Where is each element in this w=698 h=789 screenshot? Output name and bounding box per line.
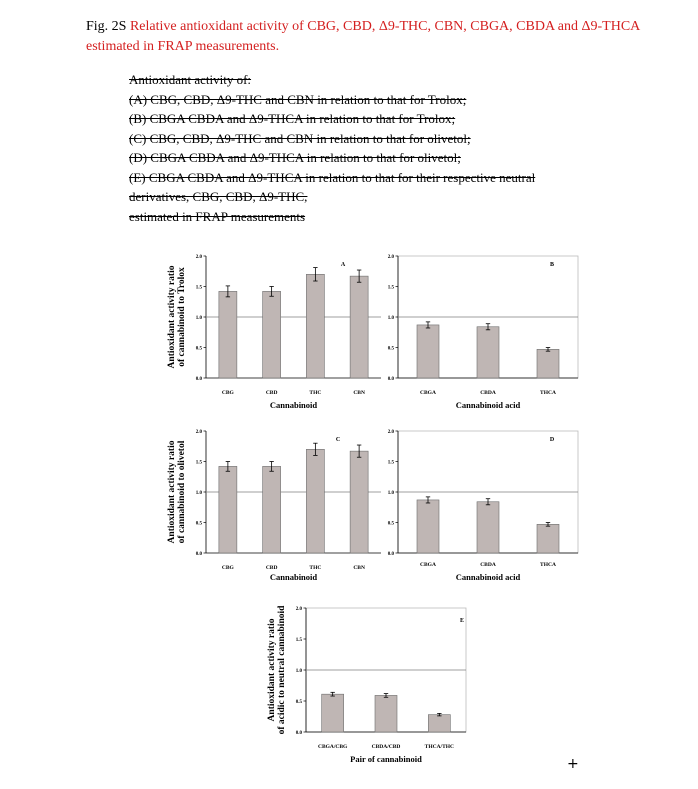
note-line: Antioxidant activity of: (129, 72, 252, 87)
x-axis-label: Cannabinoid acid (455, 400, 521, 410)
bar (537, 524, 559, 553)
y-axis-label: of acidic to neutral cannabinoid (277, 605, 287, 735)
x-tick-label: THCA/THC (424, 744, 455, 750)
bar (219, 466, 237, 553)
y-tick-label: 1.0 (387, 315, 394, 321)
chart-panel-a (160, 248, 400, 416)
y-tick-label: 2.0 (387, 429, 394, 435)
bar (477, 502, 499, 553)
y-tick-label: 0.5 (387, 521, 394, 527)
note-line: (B) CBGA CBDA and Δ9-THCA in relation to that for Trolox; (129, 111, 456, 126)
y-axis-label: Antioxidant activity ratio (267, 618, 277, 722)
panel-letter: E (459, 618, 465, 624)
bar (263, 291, 281, 378)
panel-letter: A (340, 262, 346, 268)
note-line: estimated in FRAP measurements (129, 208, 306, 224)
y-tick-label: 1.0 (195, 490, 202, 496)
bar (322, 694, 344, 732)
y-tick-label: 1.0 (387, 490, 394, 496)
note-line: (E) CBGA CBDA and Δ9-THCA in relation to that for their respective neutral (129, 169, 536, 185)
x-tick-label: CBGA (420, 390, 436, 396)
x-tick-label: CBD (265, 390, 278, 396)
y-tick-label: 1.5 (295, 637, 302, 643)
plus-mark: + (567, 756, 579, 772)
bar (350, 451, 368, 553)
x-tick-label: CBDA (480, 562, 496, 568)
chart-panel-b (378, 248, 588, 416)
y-tick-label: 1.5 (387, 285, 394, 291)
bar (428, 715, 450, 732)
x-axis-label: Cannabinoid (269, 400, 318, 410)
note-line: (D) CBGA CBDA and Δ9-THCA in relation to that for olivetol; (129, 150, 461, 165)
bar (219, 291, 237, 378)
x-tick-label: CBGA (420, 562, 436, 568)
panel-letter: B (549, 262, 555, 268)
y-tick-label: 0.0 (387, 551, 394, 557)
y-tick-label: 0.5 (195, 346, 202, 352)
y-tick-label: 1.5 (195, 460, 202, 466)
bar (477, 327, 499, 378)
y-tick-label: 0.0 (195, 376, 202, 382)
bar (537, 349, 559, 378)
bar (350, 276, 368, 378)
x-tick-label: CBDA (480, 390, 496, 396)
bar (417, 500, 439, 553)
x-axis-label: Cannabinoid (269, 572, 318, 582)
strikethrough-notes (129, 70, 649, 226)
chart-panel-d (378, 423, 588, 591)
y-tick-label: 1.5 (195, 285, 202, 291)
chart-panel-c (160, 423, 400, 591)
x-tick-label: THCA (540, 390, 556, 396)
y-tick-label: 0.0 (195, 551, 202, 557)
bar (306, 449, 324, 553)
y-tick-label: 1.0 (195, 315, 202, 321)
note-line: (C) CBG, CBD, Δ9-THC and CBN in relation to that for olivetol; (129, 130, 471, 146)
y-axis-label: Antioxidant activity ratio (167, 440, 177, 544)
y-tick-label: 0.5 (387, 346, 394, 352)
figure-label: Fig. 2S (86, 19, 130, 34)
y-axis-label: Antioxidant activity ratio (167, 265, 177, 369)
x-tick-label: CBD (265, 565, 278, 571)
y-axis-label: of cannabinoid to Trolox (177, 267, 187, 367)
x-tick-label: CBG (221, 390, 234, 396)
y-tick-label: 0.0 (295, 730, 302, 736)
x-tick-label: THC (309, 565, 322, 571)
x-tick-label: THCA (540, 562, 556, 568)
panel-letter: C (335, 437, 341, 443)
y-tick-label: 2.0 (387, 254, 394, 260)
bar (417, 325, 439, 378)
y-tick-label: 0.5 (195, 521, 202, 527)
x-tick-label: THC (309, 390, 322, 396)
bar (306, 274, 324, 378)
x-axis-label: Cannabinoid acid (455, 572, 521, 582)
bar (375, 695, 397, 732)
note-line: (A) CBG, CBD, Δ9-THC and CBN in relation to that for Trolox; (129, 91, 467, 107)
panel-letter: D (549, 437, 555, 443)
y-tick-label: 1.5 (387, 460, 394, 466)
bar (263, 466, 281, 553)
y-tick-label: 2.0 (195, 254, 202, 260)
note-line: derivatives, CBG, CBD, Δ9-THC, (129, 189, 308, 204)
chart-panel-e (260, 600, 485, 775)
y-tick-label: 2.0 (295, 606, 302, 612)
x-tick-label: CBN (353, 390, 365, 396)
y-tick-label: 0.5 (295, 699, 302, 705)
y-tick-label: 1.0 (295, 668, 302, 674)
x-axis-label: Pair of cannabinoid (350, 754, 422, 764)
y-tick-label: 0.0 (387, 376, 394, 382)
y-axis-label: of cannabinoid to olivetol (177, 440, 187, 544)
figure-caption: Relative antioxidant activity of CBG, CBD, Δ9-THC, CBN, CBGA, CBDA and Δ9-THCA estimated in FRAP measurements. (86, 19, 640, 54)
x-tick-label: CBDA/CBD (371, 744, 401, 750)
x-tick-label: CBG (221, 565, 234, 571)
figure-title (86, 17, 646, 57)
y-tick-label: 2.0 (195, 429, 202, 435)
x-tick-label: CBN (353, 565, 365, 571)
x-tick-label: CBGA/CBG (317, 744, 348, 750)
